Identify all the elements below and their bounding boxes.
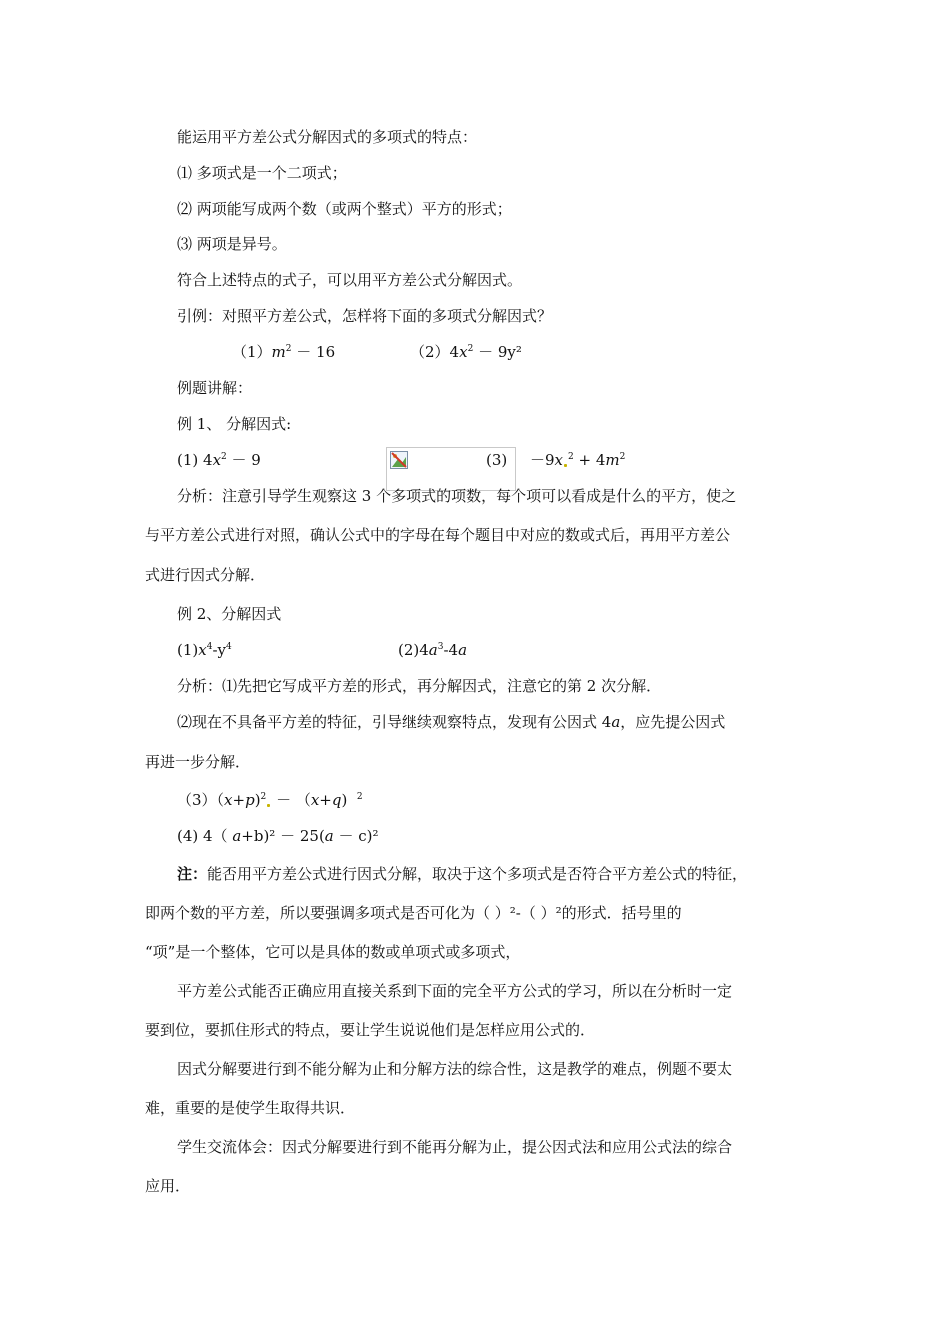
line-note-2: 即两个数的平方差，所以要强调多项式是否可化为（ ）²-（ ）²的形式．括号里的 (145, 904, 682, 922)
line-example-heading: 例题讲解： (177, 379, 253, 397)
text-part: ，应先提公因式 (620, 713, 726, 731)
note-text: 能否用平方差公式进行因式分解，取决于这个多项式是否符合平方差公式的特征， (207, 865, 748, 883)
formula-intro-2: $(2)4x^2 - 9y^2$ (410, 343, 522, 361)
line-example-2: 例 2、分解因式 (177, 605, 282, 623)
formula-label: （1） (232, 343, 272, 361)
line-paragraph-1b: 要到位，要抓住形式的特点，要让学生说说他们是怎样应用公式的． (145, 1021, 596, 1039)
line-analysis-3: 式进行因式分解． (145, 566, 266, 584)
line-feature-2: ⑵ 两项能写成两个数（或两个整式）平方的形式； (177, 200, 512, 218)
formula-intro-1: $(1)m^2 - 16$ (232, 343, 336, 361)
broken-image-icon (390, 451, 408, 469)
formula-example-2-1: $(1)x^4-y^4$ (177, 641, 232, 659)
formula-rest: － 9y² (473, 343, 522, 361)
formula-part: －9 (530, 451, 555, 469)
formula-example-2-2: $(2)4a^3-4a$ (398, 641, 468, 659)
formula-label: (3) (486, 451, 508, 469)
line-summary: 符合上述特点的式子，可以用平方差公式分解因式。 (177, 271, 523, 289)
line-analysis-ex2-2: ⑵现在不具备平方差的特征，引导继续观察特点，发现有公因式 4a，应先提公因式 (177, 713, 726, 731)
formula-label: (1) 4 (177, 451, 213, 469)
formula-example-1-3-expr: －9x $^2 + 4m^2$ (530, 451, 626, 469)
formula-part: +b)² － 25( (241, 827, 325, 845)
line-note (177, 864, 747, 884)
text-part: ⑵现在不具备平方差的特征，引导继续观察特点，发现有公因式 4 (177, 713, 612, 731)
formula-var: a (232, 827, 242, 845)
formula-part: － c)² (333, 827, 379, 845)
line-analysis-ex2-3: 再进一步分解． (145, 753, 251, 771)
line-features-title: 能运用平方差公式分解因式的多项式的特点： (177, 128, 478, 146)
formula-var: x (554, 451, 564, 469)
formula-label: (1) (177, 641, 199, 659)
formula-part: -y (212, 641, 226, 659)
formula-label: (4) 4（ (177, 827, 233, 845)
line-note-3: “项”是一个整体，它可以是具体的数或单项式或多项式， (145, 943, 521, 961)
line-paragraph-3a: 学生交流体会：因式分解要进行到不能再分解为止，提公因式法和应用公式法的综合 (177, 1138, 733, 1156)
formula-part: + 4 (573, 451, 606, 469)
formula-label: （2）4 (410, 343, 460, 361)
formula-example-1-3 (486, 450, 507, 470)
formula-var: m (605, 451, 620, 469)
formula-part: － （ (276, 791, 311, 809)
line-analysis-ex2-1: 分析：⑴先把它写成平方差的形式，再分解因式，注意它的第 2 次分解． (177, 677, 662, 695)
line-example-1: 例 1、 分解因式: (177, 415, 292, 433)
line-paragraph-1a: 平方差公式能否正确应用直接关系到下面的完全平方公式的学习，所以在分析时一定 (177, 982, 733, 1000)
formula-part: -4 (443, 641, 459, 659)
line-feature-3: ⑶ 两项是异号。 (177, 235, 287, 253)
line-feature-1: ⑴ 多项式是一个二项式； (177, 164, 347, 182)
formula-example-3: （3）（x+p)$^2$ － （x+q) $^2$ (177, 791, 363, 809)
formula-var: x (459, 343, 468, 361)
formula-label: (2)4 (398, 641, 429, 659)
formula-rest: － 9 (226, 451, 261, 469)
formula-var: x (212, 451, 222, 469)
formula-example-1-1: (1) $4x^2 - 9$ (177, 451, 261, 469)
formula-var: m (271, 343, 286, 361)
line-paragraph-2a: 因式分解要进行到不能分解为止和分解方法的综合性，这是教学的难点，例题不要太 (177, 1060, 733, 1078)
note-label: 注： (177, 865, 208, 883)
formula-var: x+q (310, 791, 342, 809)
formula-rest: － 16 (291, 343, 336, 361)
formula-label: （3）（ (177, 791, 225, 809)
line-intro-example: 引例：对照平方差公式，怎样将下面的多项式分解因式？ (177, 307, 553, 325)
line-paragraph-3b: 应用． (145, 1177, 191, 1195)
formula-var: x+p (224, 791, 255, 809)
line-paragraph-2b: 难，重要的是使学生取得共识． (145, 1099, 356, 1117)
line-analysis-1: 分析：注意引导学生观察这 3 个多项式的项数，每个项可以看成是什么的平方，使之 (177, 487, 737, 505)
line-analysis-2: 与平方差公式进行对照，确认公式中的字母在每个题目中对应的数或式后，再用平方差公 (145, 526, 731, 544)
formula-example-4: (4) 4（ a+b)² － 25(a － c)² (177, 827, 379, 845)
